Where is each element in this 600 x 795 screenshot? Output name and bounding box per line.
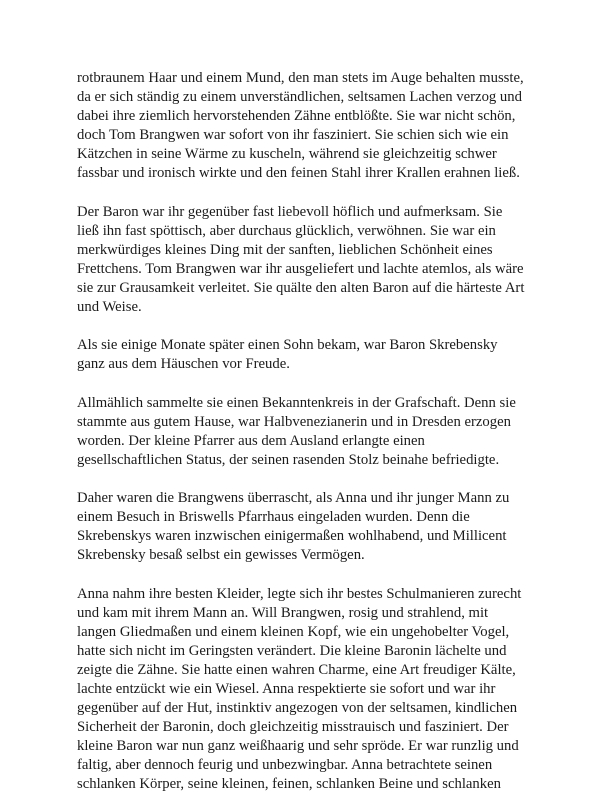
text-line: stammte aus gutem Hause, war Halbvenezianerin und in Dresden erzogen xyxy=(77,413,511,430)
document-body xyxy=(77,69,530,795)
text-line: Anna nahm ihre besten Kleider, legte sich ihr bestes Schulmanieren zurecht xyxy=(77,585,522,602)
text-line: ließ ihn fast spöttisch, aber durchaus glücklich, verwöhnen. Sie war ein xyxy=(77,222,496,239)
text-line: gegenüber auf der Hut, instinktiv angezogen von der seltsamen, kindlichen xyxy=(77,700,518,717)
paragraph-5 xyxy=(77,489,530,565)
text-line: lachte entzückt wie ein Wiesel. Anna respektierte sie sofort und war ihr xyxy=(77,681,496,697)
text-line: ganz aus dem Häuschen vor Freude. xyxy=(77,356,290,373)
text-line: und kam mit ihrem Mann an. Will Brangwen, rosig und strahlend, mit xyxy=(77,604,489,621)
text-line: zeigte die Zähne. Sie hatte einen wahren Charme, eine Art freudiger Kälte, xyxy=(77,661,516,678)
text-line: langen Gliedmaßen und einem kleinen Kopf, wie ein ungehobelter Vogel, xyxy=(77,623,510,640)
text-line: Der Baron war ihr gegenüber fast liebevoll höflich und aufmerksam. Sie xyxy=(77,203,503,220)
text-line: Kätzchen in seine Wärme zu kuscheln, während sie gleichzeitig schwer xyxy=(77,146,497,163)
text-line: und Weise. xyxy=(77,299,142,316)
text-line: schlanken Körper, seine kleinen, feinen, schlanken Beine und schlanken xyxy=(77,776,501,793)
text-line: faltig, aber dennoch feurig und unbezwingbar. Anna betrachtete seinen xyxy=(77,757,493,774)
paragraph-2 xyxy=(77,203,530,318)
text-line: Frettchens. Tom Brangwen war ihr ausgeliefert und lachte atemlos, als wäre xyxy=(77,260,524,277)
text-line: Skrebensky besaß selbst ein gewisses Vermögen. xyxy=(77,547,365,564)
text-line: Allmählich sammelte sie einen Bekanntenkreis in der Grafschaft. Denn sie xyxy=(77,394,516,411)
paragraph-4 xyxy=(77,394,530,470)
paragraph-1 xyxy=(77,69,530,184)
text-line: Als sie einige Monate später einen Sohn bekam, war Baron Skrebensky xyxy=(77,337,498,354)
text-line: merkwürdiges kleines Ding mit der sanften, lieblichen Schönheit eines xyxy=(77,241,493,258)
paragraph-3 xyxy=(77,336,530,374)
text-line: fassbar und ironisch wirkte und den feinen Stahl ihrer Krallen erahnen ließ. xyxy=(77,165,520,182)
text-line: doch Tom Brangwen war sofort von ihr fasziniert. Sie schien sich wie ein xyxy=(77,127,509,144)
text-line: einem Besuch in Briswells Pfarrhaus eingeladen wurden. Denn die xyxy=(77,509,470,526)
text-line: gesellschaftlichen Status, der seinen rasenden Stolz beinahe befriedigte. xyxy=(77,451,500,468)
text-line: Sicherheit der Baronin, doch gleichzeitig misstrauisch und fasziniert. Der xyxy=(77,719,509,736)
text-line: Skrebenskys waren inzwischen einigermaßen wohlhabend, und Millicent xyxy=(77,528,507,545)
paragraph-6 xyxy=(77,585,530,795)
text-line: Daher waren die Brangwens überrascht, als Anna und ihr junger Mann zu xyxy=(77,490,510,507)
text-line: hatte sich nicht im Geringsten verändert. Die kleine Baronin lächelte und xyxy=(77,642,507,659)
text-line: kleine Baron war nun ganz weißhaarig und sehr spröde. Er war runzlig und xyxy=(77,738,519,755)
text-line: worden. Der kleine Pfarrer aus dem Ausland erlangte einen xyxy=(77,432,425,449)
text-line: da er sich ständig zu einem unverständlichen, seltsamen Lachen verzog und xyxy=(77,89,522,106)
text-line: dabei ihre ziemlich hervorstehenden Zähne entblößte. Sie war nicht schön, xyxy=(77,108,516,125)
text-line: rotbraunem Haar und einem Mund, den man stets im Auge behalten musste, xyxy=(77,70,524,86)
text-line: sie zur Grausamkeit verleitet. Sie quälte den alten Baron auf die härteste Art xyxy=(77,280,525,297)
